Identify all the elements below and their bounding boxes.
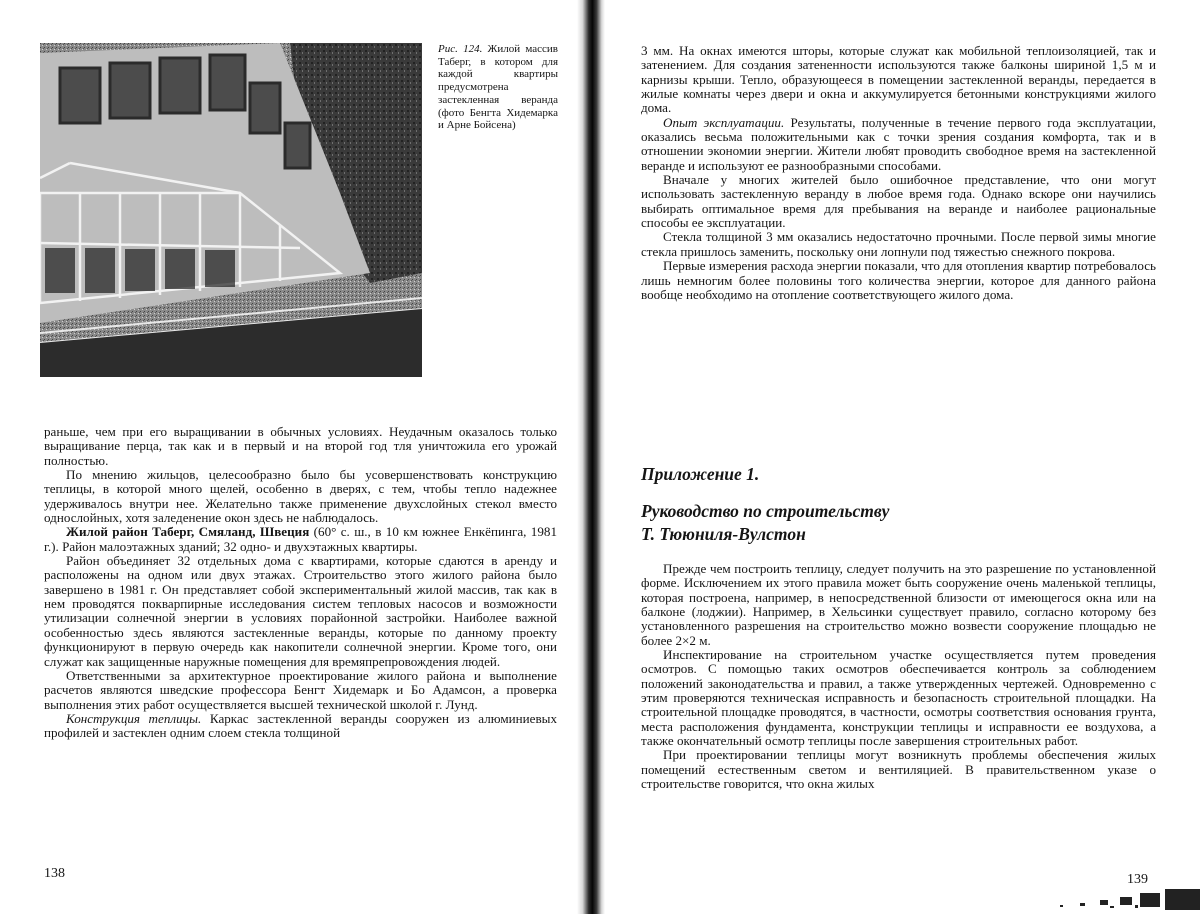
appendix-subtitle: [641, 500, 889, 546]
paragraph-text: Результаты, полученные в течение первого года эксплуатации, оказались весьма положительными как с точки зрения создания комфорта, так и в отношении экономии энергии. Жители любят проводить свободное время на застекленной веранде и используют ее разнообразными способами.: [641, 114, 1156, 173]
figure-caption: [438, 43, 558, 132]
scan-noise-decoration: [1040, 885, 1200, 910]
left-body-text: [44, 425, 557, 741]
paragraph-text: Район объединяет 32 отдельных дома с квартирами, которые сдаются в аренду и расположены на одном или двух этажах. Строительство этого жилого района было завершено в 1981 г. Он представляет собой экспериментальный жилой массив, так как в нем проводятся покварпирные исследования систем тепловых насосов и возможности утилизации солнечной энергии в условиях порайонной застройки. Наиболее важной особенностью здесь являются застекленные веранды, которые по данному проекту функционируют в первую очередь как накопители солнечной энергии. Кроме того, они служат как защищенные наружные помещения для времяпрепровождения людей.: [44, 553, 557, 669]
paragraph: [641, 116, 1156, 173]
right-page: [600, 0, 1200, 914]
section-heading-inline: Жилой район Таберг, Смяланд, Швеция: [66, 524, 310, 540]
building-photo: [40, 43, 422, 377]
paragraph-text: Каркас застекленной веранды сооружен из алюминиевых профилей и застеклен одним слоем стекла толщиной: [44, 710, 558, 741]
paragraph: [641, 259, 1156, 302]
page-number-right: 139: [1127, 872, 1148, 887]
paragraph-text: Первые измерения расхода энергии показали, что для отопления квартир потребовалось лишь немногим более половины того количества энергии, которое для данного района вообще необходимо на отопление соответствующего жилого дома.: [641, 258, 1156, 302]
left-page: [0, 0, 585, 914]
paragraph: [641, 230, 1156, 259]
paragraph-text: Вначале у многих жителей было ошибочное представление, что они могут использовать застекленную веранду в любое время года. Однако вскоре они научились выбирать оптимальное время для пребывания на веранде и наиболее рациональные способы ее эксплуатации.: [641, 172, 1156, 231]
paragraph-text: (60° с. ш., в 10 км южнее Енкёпинга, 1981 г.). Район малоэтажных зданий; 32 одно- и двухэтажных квартиры.: [44, 524, 557, 554]
figure-caption-text: Жилой массив Таберг, в котором для каждой квартиры предусмотрена застекленная веранда (фото Бенгта Хидемарка и Арне Бойсена): [438, 43, 558, 132]
run-in-heading: Конструкция теплицы.: [66, 710, 202, 726]
appendix-subtitle-line1: Руководство по строительству: [641, 501, 890, 521]
appendix-title: Приложение 1.: [641, 464, 760, 484]
paragraph-text: 3 мм. На окнах имеются шторы, которые служат как мобильной теплоизоляцией, так и затенением. Для создания затененности используются также балконы шириной 1,5 м и карнизы крыши. Тепло, образующееся в помещении застекленной веранды, передается в жилые комнаты через двери и окна и аккумулируется бетонными конструкциями жилого дома.: [641, 43, 1156, 116]
appendix-author: Т. Тююниля-Вулстон: [641, 524, 806, 544]
paragraph: [641, 748, 1156, 791]
paragraph: [44, 425, 557, 468]
paragraph: [44, 525, 557, 554]
building-photo-illustration: [40, 43, 422, 377]
paragraph: [641, 44, 1156, 116]
paragraph-text: Ответственными за архитектурное проектирование жилого района и выполнение расчетов являются шведские профессора Бенгт Хидемарк и Бо Адамсон, а проверка выполнения этих работ осуществляется высшей технической школой г. Лунд.: [44, 667, 557, 712]
figure-label: Рис. 124.: [438, 43, 483, 55]
paragraph-text: Инспектирование на строительном участке осуществляется путем проведения осмотров. С помощью таких осмотров обеспечивается контроль за соблюдением положений законодательства и правил, а также утвержденных чертежей. Одновременно с этим проверяются техническая исправность и безопасность строительной площадки. На строительной площадке проводятся, в частности, осмотры соответствия основания грунта, места расположения фундамента, конструкции теплицы и исправности ее воздухова, а также окончательный осмотр теплицы после завершения строительных работ.: [641, 647, 1156, 749]
paragraph-text: При проектировании теплицы могут возникнуть проблемы обеспечения жилых помещений естественным светом и вентиляцией. В правительственном указе о строительстве говорится, что окна жилых: [641, 747, 1156, 792]
paragraph-text: Стекла толщиной 3 мм оказались недостаточно прочными. После первой зимы многие стекла пришлось заменить, поскольку они лопнули под тяжестью снежного покрова.: [641, 229, 1156, 259]
paragraph: [44, 669, 557, 712]
paragraph: [44, 468, 557, 525]
paragraph: [44, 554, 557, 669]
paragraph: [641, 173, 1156, 230]
right-body-text-top: [641, 44, 1156, 302]
page-number-left: 138: [44, 866, 65, 881]
paragraph: [44, 712, 557, 741]
paragraph-text: По мнению жильцов, целесообразно было бы усовершенствовать конструкцию теплицы, в которой много щелей, особенно в дверях, с тем, чтобы тепло надежнее удерживалось внутри нее. Желательно также применение двухслойных стекол вместо однослойных, хотя заледенение окон здесь не наблюдалось.: [44, 467, 557, 526]
run-in-heading: Опыт эксплуатации.: [663, 114, 785, 130]
paragraph-text: Прежде чем построить теплицу, следует получить на это разрешение по установленной форме. Исключением их этого правила может быть сооружение очень маленькой теплицы, которая построена, например, в непосредственной близости от имеющегося окна или на балконе (лоджии). Например, в Хельсинки существует правило, согласно которому без установленного разрешения на строительство можно возвести сооружение площадью не более 2×2 м.: [641, 561, 1156, 648]
paragraph-text: раньше, чем при его выращивании в обычных условиях. Неудачным оказалось только выращивание перца, так как и в первый и на второй год тля уничтожила его урожай полностью.: [44, 424, 557, 468]
paragraph: [641, 648, 1156, 748]
paragraph: [641, 562, 1156, 648]
right-body-text-bottom: [641, 562, 1156, 792]
